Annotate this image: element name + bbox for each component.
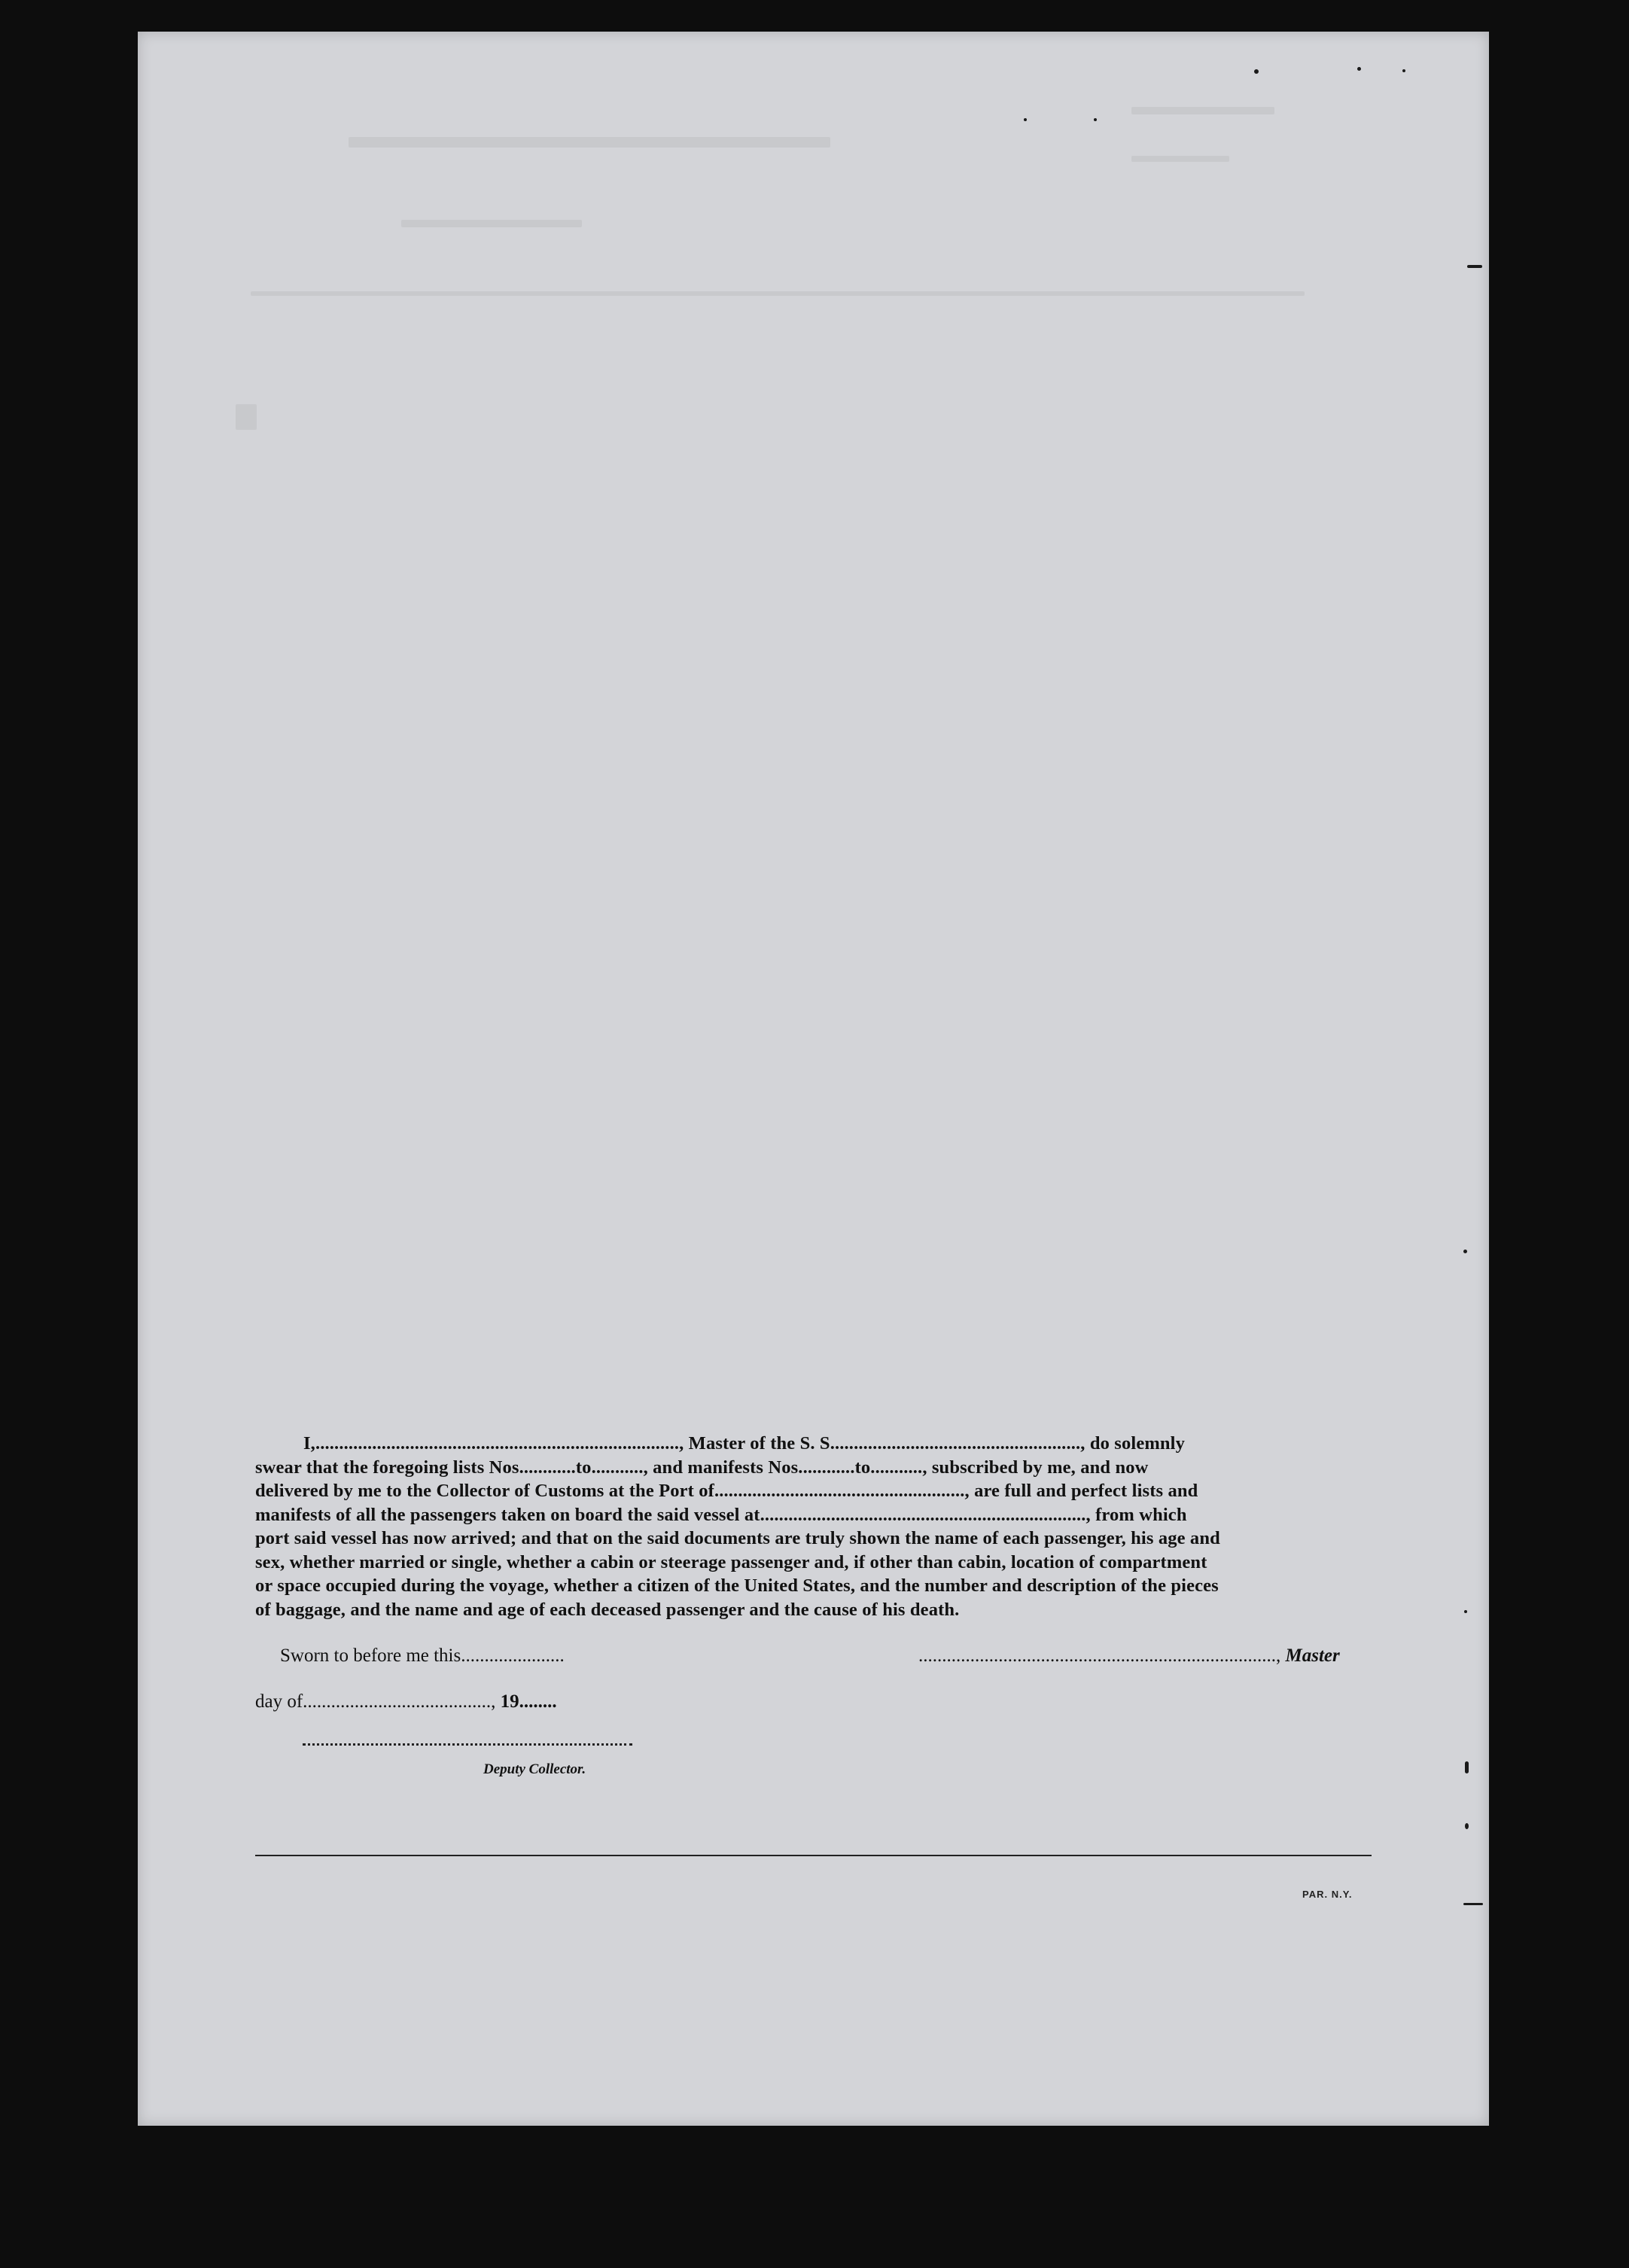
master-signature-dots: ............................................................................,	[918, 1645, 1281, 1666]
day-line-prefix: day of........................................,	[255, 1691, 496, 1712]
speck	[1254, 69, 1259, 74]
oath-line: manifests of all the passengers taken on board the said vessel at....................................................................., from which	[255, 1504, 1187, 1525]
bleed-through-mark	[1131, 156, 1229, 162]
day-line	[255, 1691, 557, 1712]
speck	[1467, 265, 1482, 268]
document-page	[138, 32, 1489, 2126]
year-field: 19........	[500, 1691, 557, 1712]
speck	[1094, 118, 1097, 121]
bleed-through-mark	[251, 291, 1305, 296]
speck	[1465, 1761, 1469, 1773]
sworn-line: Sworn to before me this......................	[280, 1645, 565, 1666]
oath-line: sex, whether married or single, whether a cabin or steerage passenger and, if other than cabin, location of compartment	[255, 1551, 1207, 1572]
oath-line: port said vessel has now arrived; and that on the said documents are truly shown the name of each passenger, his age and	[255, 1528, 1220, 1548]
bottom-rule	[255, 1855, 1372, 1856]
deputy-collector-label: Deputy Collector.	[483, 1761, 586, 1777]
oath-paragraph	[255, 1432, 1383, 1621]
bleed-through-mark	[401, 220, 582, 227]
bleed-through-mark	[349, 137, 830, 148]
speck	[1024, 118, 1027, 121]
master-signature-line	[918, 1645, 1340, 1667]
bleed-through-mark	[236, 404, 257, 430]
deputy-signature-line	[303, 1743, 632, 1746]
oath-line: or space occupied during the voyage, whether a citizen of the United States, and the number and description of the pieces	[255, 1575, 1219, 1596]
oath-line: of baggage, and the name and age of each deceased passenger and the cause of his death.	[255, 1599, 960, 1620]
speck	[1463, 1903, 1483, 1905]
speck	[1465, 1823, 1469, 1829]
speck	[1402, 69, 1405, 72]
oath-line: swear that the foregoing lists Nos............to..........., and manifests Nos............to..........., subscribed by me, and now	[255, 1457, 1149, 1478]
speck	[1463, 1250, 1467, 1253]
bleed-through-mark	[1131, 107, 1274, 114]
master-label: Master	[1285, 1645, 1340, 1666]
speck	[1357, 67, 1361, 71]
oath-line: I,............................................................................., Master of the S. S....................................................., do solemnly	[303, 1433, 1186, 1454]
speck	[1464, 1610, 1467, 1613]
oath-line: delivered by me to the Collector of Customs at the Port of....................................................., are full and perfect lists and	[255, 1481, 1198, 1501]
printer-mark: PAR. N.Y.	[1302, 1889, 1353, 1900]
